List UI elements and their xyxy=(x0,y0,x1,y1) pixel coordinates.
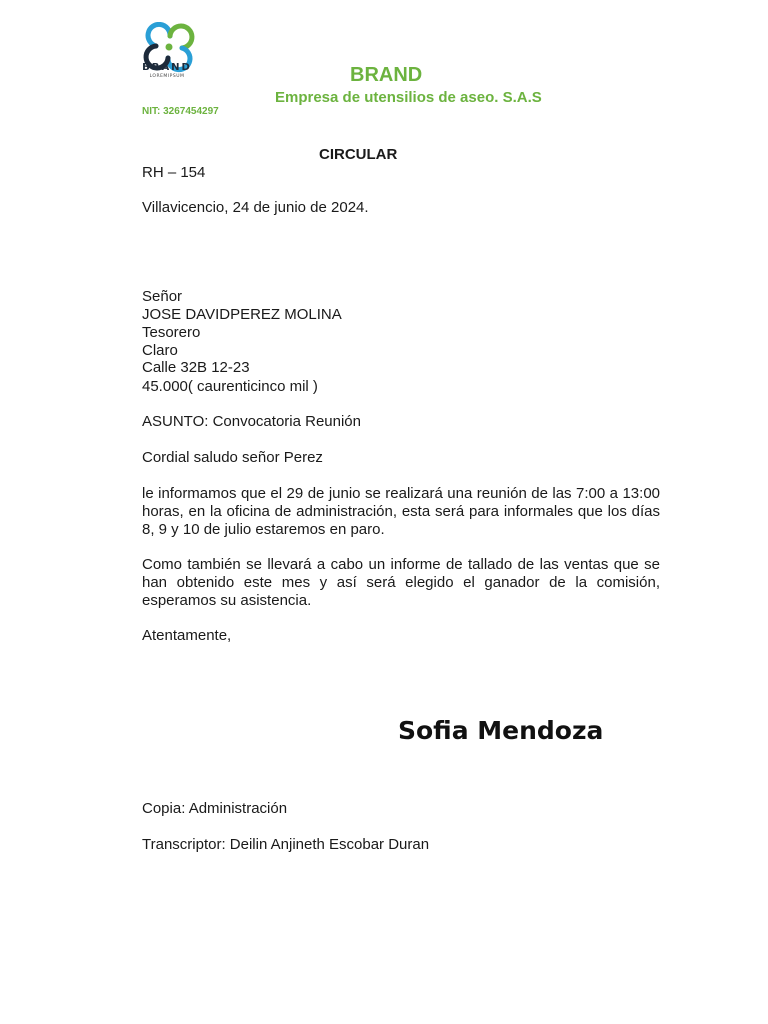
subject-line: ASUNTO: Convocatoria Reunión xyxy=(142,413,361,430)
logo-subtext: LOREMIPSUM xyxy=(149,74,185,79)
greeting: Cordial saludo señor Perez xyxy=(142,449,323,466)
place-date: Villavicencio, 24 de junio de 2024. xyxy=(142,199,369,216)
body-paragraph: le informamos que el 29 de junio se realizará una reunión de las 7:00 a 13:00 horas, en la oficina de administración, esta será para informales que los días 8, 9 y 10 de julio estaremos en paro. xyxy=(142,485,660,538)
reference-code: RH – 154 xyxy=(142,164,206,181)
transcriber-line: Transcriptor: Deilin Anjineth Escobar Duran xyxy=(142,836,430,853)
signature-name: Sofia Mendoza xyxy=(398,716,604,745)
company-name: Empresa de utensilios de aseo. S.A.S xyxy=(275,89,542,106)
nit-number: NIT: 3267454297 xyxy=(142,106,219,117)
recipient-amount: 45.000( caurenticinco mil ) xyxy=(142,378,318,395)
recipient-position: Tesorero xyxy=(142,324,201,341)
body-paragraph: Como también se llevará a cabo un informe de tallado de las ventas que se han obtenido este mes y así será elegido el ganador de la comisión, esperamos su asistencia. xyxy=(142,556,660,609)
document-title: CIRCULAR xyxy=(319,146,398,163)
recipient-name: JOSE DAVIDPEREZ MOLINA xyxy=(142,306,342,323)
logo-text: BRAND xyxy=(142,62,192,73)
closing: Atentamente, xyxy=(142,627,232,644)
recipient-salutation: Señor xyxy=(142,288,183,305)
recipient-company: Claro xyxy=(142,342,178,359)
copy-line: Copia: Administración xyxy=(142,800,288,817)
recipient-address: Calle 32B 12-23 xyxy=(142,359,250,376)
brand-title: BRAND xyxy=(350,64,423,86)
